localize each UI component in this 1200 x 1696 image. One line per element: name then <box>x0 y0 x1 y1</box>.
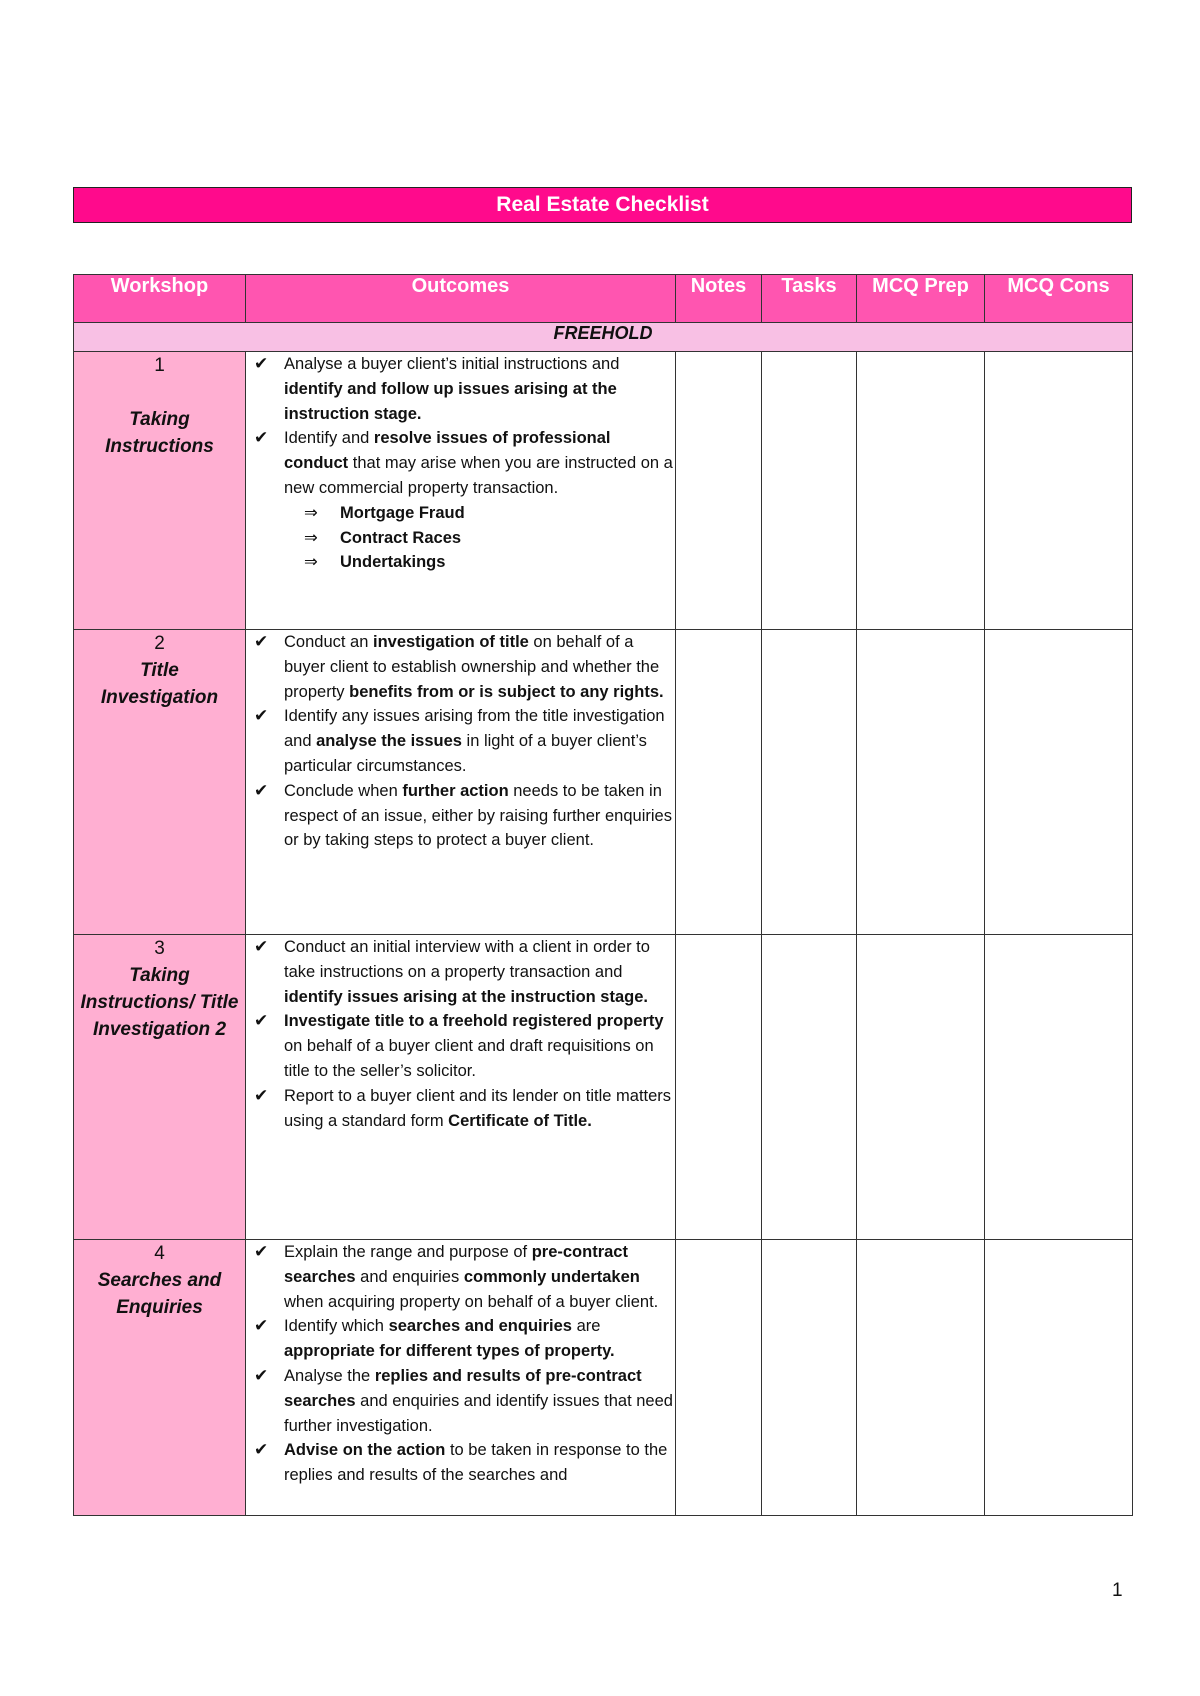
outcome-item <box>246 935 675 1009</box>
sub-item-text: Undertakings <box>340 553 446 572</box>
tasks-cell[interactable] <box>762 935 857 1240</box>
page-number: 1 <box>1112 1580 1123 1601</box>
workshop-cell <box>74 935 246 1240</box>
workshop-number: 1 <box>154 355 165 376</box>
outcome-text: replies and results of pre-contract searches <box>284 1366 642 1410</box>
check-icon: ✔ <box>254 632 269 651</box>
outcome-text: Advise on the action <box>284 1441 446 1460</box>
workshop-number: 4 <box>154 1243 165 1264</box>
outcome-list <box>246 630 675 853</box>
header-mcq-cons: MCQ Cons <box>985 275 1133 323</box>
outcome-text: appropriate for different types of property. <box>284 1342 615 1361</box>
header-workshop: Workshop <box>74 275 246 323</box>
workshop-cell <box>74 630 246 935</box>
tasks-cell[interactable] <box>762 352 857 630</box>
workshop-spacer <box>74 379 245 406</box>
outcome-list <box>246 935 675 1133</box>
check-icon: ✔ <box>254 1011 269 1031</box>
outcomes-cell <box>246 630 676 935</box>
outcomes-cell <box>246 1240 676 1516</box>
outcome-text: investigation of title <box>372 633 529 651</box>
check-icon: ✔ <box>254 1365 269 1385</box>
check-icon: ✔ <box>254 1316 269 1336</box>
outcome-text: needs to be taken in respect of an issue, either by raising further enquiries or by taking steps to protect a buyer client. <box>284 781 672 850</box>
header-notes: Notes <box>676 275 762 323</box>
outcome-text: resolve issues of professional conduct <box>284 429 611 473</box>
outcome-text: Identify any issues arising from the title investigation and <box>284 707 665 751</box>
workshop-cell <box>74 1240 246 1516</box>
arrow-right-icon: ⇒ <box>304 503 318 522</box>
section-row <box>74 323 1133 352</box>
table-header-row <box>74 275 1133 323</box>
check-icon: ✔ <box>254 780 269 800</box>
arrow-right-icon: ⇒ <box>304 528 318 547</box>
outcome-text: in light of a buyer client’s particular circumstances. <box>284 732 647 775</box>
outcome-text: and enquiries and identify issues that need further investigation. <box>284 1391 673 1435</box>
header-tasks: Tasks <box>762 275 857 323</box>
arrow-right-icon: ⇒ <box>304 553 318 572</box>
outcome-item <box>246 1009 675 1083</box>
outcome-text: benefits from or is subject to any rights. <box>349 682 664 701</box>
mcq-prep-cell[interactable] <box>857 935 985 1240</box>
outcome-text: pre-contract searches <box>284 1243 628 1286</box>
outcome-text: when acquiring property on behalf of a buyer client. <box>284 1292 659 1311</box>
mcq-prep-cell[interactable] <box>857 352 985 630</box>
mcq-cons-cell[interactable] <box>985 1240 1133 1516</box>
workshop-number: 2 <box>154 633 165 654</box>
outcome-text: Investigate title to a freehold registered property <box>284 1012 664 1031</box>
outcome-text: commonly undertaken <box>463 1267 640 1286</box>
outcome-item <box>246 1314 675 1364</box>
tasks-cell[interactable] <box>762 630 857 935</box>
outcome-list <box>246 1240 675 1488</box>
notes-cell[interactable] <box>676 630 762 935</box>
outcome-item <box>246 1084 675 1134</box>
outcome-text: Identify and <box>284 429 374 448</box>
workshop-name: Taking Instructions/ Title Investigation 2 <box>80 965 239 1040</box>
outcomes-cell <box>246 935 676 1240</box>
sub-item <box>304 501 675 526</box>
section-freehold: FREEHOLD <box>74 323 1133 352</box>
table-row <box>74 1240 1133 1516</box>
checklist-table <box>73 274 1133 1516</box>
sub-item <box>304 526 675 551</box>
outcome-text: on behalf of a buyer client to establish ownership and whether the property <box>284 633 660 701</box>
outcome-text: identify and follow up issues arising at the instruction stage. <box>284 379 617 423</box>
workshop-name: Title Investigation <box>100 660 219 708</box>
outcome-text: Analyse a buyer client’s initial instructions and <box>284 355 620 373</box>
table-row <box>74 935 1133 1240</box>
table-row <box>74 630 1133 935</box>
outcome-text: that may arise when you are instructed on a new commercial property transaction. <box>284 454 673 497</box>
outcome-text: Explain the range and purpose of <box>284 1243 532 1261</box>
check-icon: ✔ <box>254 706 269 726</box>
outcome-item <box>246 1364 675 1438</box>
mcq-cons-cell[interactable] <box>985 630 1133 935</box>
outcome-text: are <box>571 1317 601 1336</box>
outcome-text: and enquiries <box>355 1267 464 1286</box>
outcome-list <box>246 352 675 575</box>
notes-cell[interactable] <box>676 935 762 1240</box>
mcq-cons-cell[interactable] <box>985 352 1133 630</box>
outcome-text: Conduct an initial interview with a client in order to take instructions on a property transaction and <box>284 938 650 981</box>
check-icon: ✔ <box>254 1440 269 1460</box>
workshop-number: 3 <box>154 938 165 959</box>
outcomes-cell <box>246 352 676 630</box>
outcome-item <box>246 1438 675 1488</box>
outcome-text: Certificate of Title. <box>448 1111 592 1130</box>
outcome-text: Conclude when <box>284 781 403 800</box>
tasks-cell[interactable] <box>762 1240 857 1516</box>
mcq-prep-cell[interactable] <box>857 630 985 935</box>
outcome-text: further action <box>402 781 509 800</box>
outcome-text: identify issues arising at the instruction stage. <box>284 987 648 1006</box>
notes-cell[interactable] <box>676 352 762 630</box>
sub-list <box>284 501 675 575</box>
sub-item <box>304 550 675 575</box>
table-row <box>74 352 1133 630</box>
sub-item-text: Mortgage Fraud <box>340 503 465 522</box>
check-icon: ✔ <box>254 354 269 373</box>
mcq-prep-cell[interactable] <box>857 1240 985 1516</box>
workshop-name: Taking Instructions <box>105 409 214 457</box>
check-icon: ✔ <box>254 937 269 956</box>
outcome-item <box>246 704 675 778</box>
sub-item-text: Contract Races <box>340 528 462 547</box>
outcome-text: Analyse the <box>284 1366 375 1385</box>
outcome-item <box>246 352 675 426</box>
outcome-text: searches and enquiries <box>388 1317 572 1336</box>
header-outcomes: Outcomes <box>246 275 676 323</box>
outcome-text: on behalf of a buyer client and draft requisitions on title to the seller’s solicitor. <box>284 1037 654 1080</box>
outcome-text: Conduct an <box>284 633 373 651</box>
outcome-item <box>246 630 675 704</box>
workshop-cell <box>74 352 246 630</box>
outcome-item <box>246 426 675 575</box>
outcome-item <box>246 779 675 853</box>
outcome-text: Identify which <box>284 1317 389 1336</box>
notes-cell[interactable] <box>676 1240 762 1516</box>
check-icon: ✔ <box>254 1085 269 1105</box>
mcq-cons-cell[interactable] <box>985 935 1133 1240</box>
outcome-text: to be taken in response to the replies and results of the searches and <box>284 1441 668 1485</box>
outcome-text: analyse the issues <box>316 732 462 751</box>
outcome-text: Report to a buyer client and its lender on title matters using a standard form <box>284 1086 672 1130</box>
check-icon: ✔ <box>254 1242 269 1261</box>
workshop-name: Searches and Enquiries <box>97 1270 222 1318</box>
document-title: Real Estate Checklist <box>73 187 1132 223</box>
header-mcq-prep: MCQ Prep <box>857 275 985 323</box>
check-icon: ✔ <box>254 428 269 448</box>
outcome-item <box>246 1240 675 1314</box>
